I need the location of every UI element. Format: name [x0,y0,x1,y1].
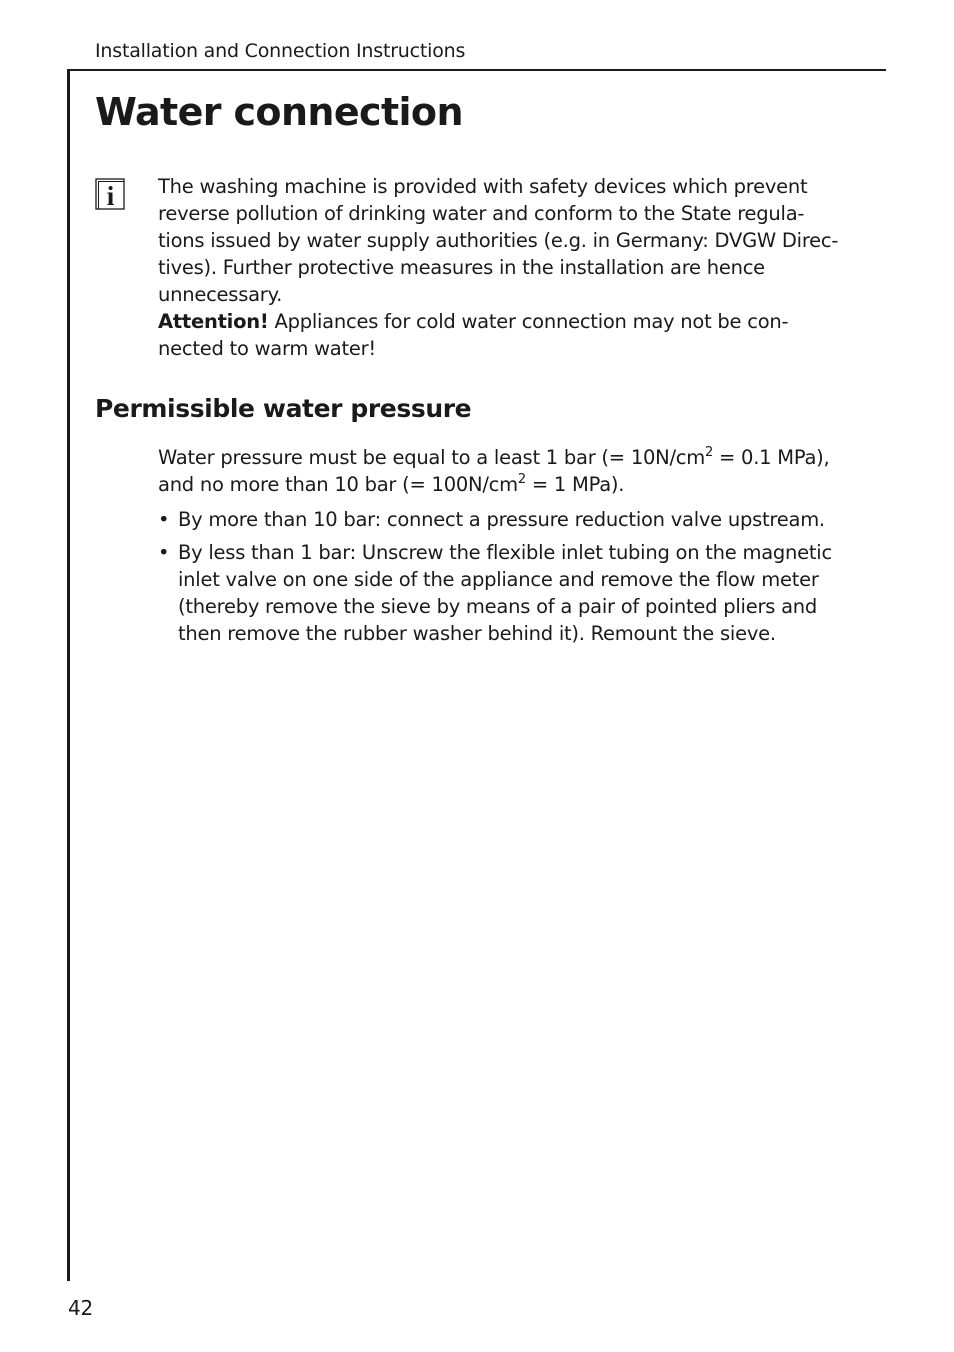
attention-text: Appliances for cold water connection may not be con- [274,310,789,333]
superscript: 2 [705,444,714,460]
list-item [158,539,878,647]
bullet-line: (thereby remove the sieve by means of a pair of pointed pliers and [178,595,818,618]
bullet-icon: • [158,508,170,531]
info-icon [95,178,125,210]
attention-label: Attention! [158,310,269,333]
note-line: reverse pollution of drinking water and conform to the State regula- [158,202,805,225]
running-header: Installation and Connection Instructions [95,40,466,62]
pressure-line [158,444,878,471]
list-item [158,506,878,533]
header-rule [68,69,886,71]
bullet-line: By less than 1 bar: Unscrew the flexible inlet tubing on the magnetic [178,541,832,564]
bullet-icon: • [158,541,170,564]
note-line: tions issued by water supply authorities (e.g. in Germany: DVGW Direc- [158,229,839,252]
bullet-line: By more than 10 bar: connect a pressure reduction valve upstream. [178,508,825,531]
superscript: 2 [517,471,526,487]
pressure-text: = 0.1 MPa), [713,446,830,469]
info-note [158,173,878,362]
pressure-text: Water pressure must be equal to a least 1 bar (= 10N/cm [158,446,706,469]
section-heading: Permissible water pressure [95,394,472,423]
pressure-text: and no more than 10 bar (= 100N/cm [158,473,518,496]
note-line: nected to warm water! [158,337,376,360]
bullet-line: inlet valve on one side of the appliance and remove the flow meter [178,568,819,591]
pressure-line [158,471,878,498]
pressure-paragraph [158,444,878,498]
margin-rule [67,69,70,1281]
note-line: The washing machine is provided with safety devices which prevent [158,175,808,198]
attention-line [158,308,878,335]
note-line: unnecessary. [158,283,283,306]
pressure-text: = 1 MPa). [525,473,625,496]
note-line: tives). Further protective measures in the installation are hence [158,256,765,279]
bullet-line: then remove the rubber washer behind it). Remount the sieve. [178,622,776,645]
page-title: Water connection [95,90,463,134]
page-number: 42 [68,1296,94,1320]
bullet-list [158,506,878,653]
svg-text:i: i [106,181,115,210]
